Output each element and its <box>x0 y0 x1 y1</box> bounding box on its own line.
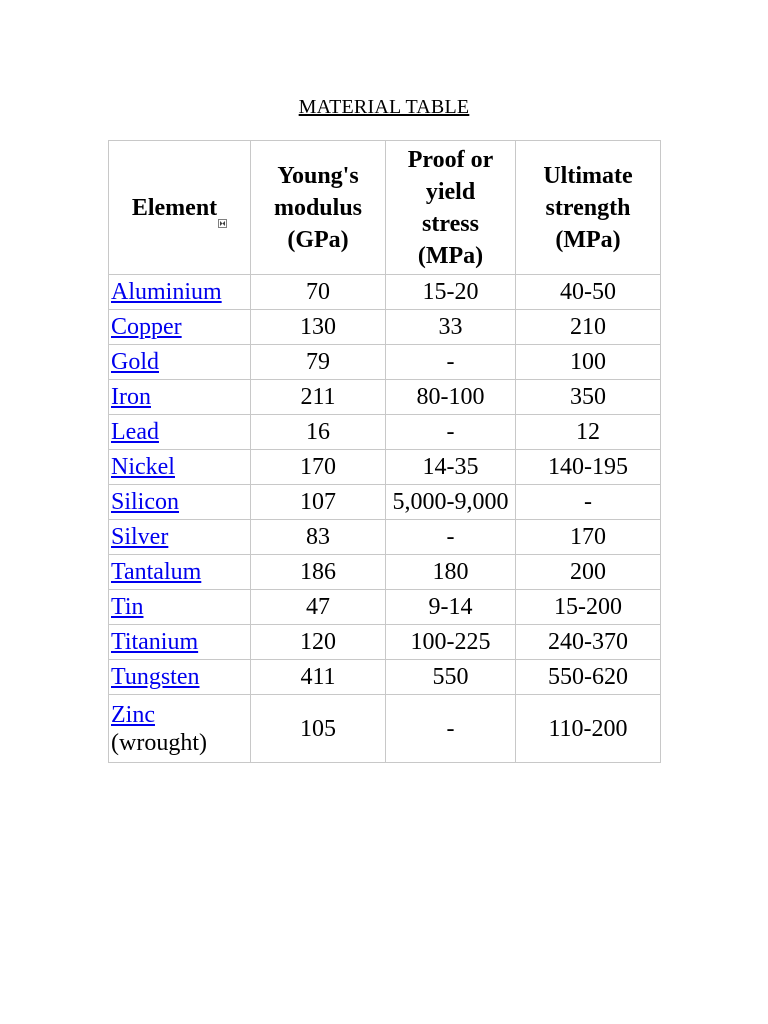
table-row <box>109 660 661 695</box>
youngs-modulus-cell: 120 <box>251 625 386 660</box>
proof-stress-cell: 550 <box>386 660 516 695</box>
element-cell <box>109 520 251 555</box>
youngs-modulus-cell: 107 <box>251 485 386 520</box>
header-proof-line: (MPa) <box>417 242 484 269</box>
header-proof-line: yield <box>425 178 476 205</box>
proof-stress-cell: - <box>386 415 516 450</box>
page-title: MATERIAL TABLE <box>298 96 470 118</box>
element-link-lead[interactable]: Lead <box>111 419 159 445</box>
table-row <box>109 275 661 310</box>
header-proof-line: stress <box>422 210 479 237</box>
ultimate-strength-cell: 550-620 <box>516 660 661 695</box>
element-link-copper[interactable]: Copper <box>111 314 182 340</box>
element-cell <box>109 380 251 415</box>
header-ultimate-line: strength <box>545 194 631 221</box>
ultimate-strength-cell: 40-50 <box>516 275 661 310</box>
proof-stress-cell: - <box>386 695 516 763</box>
element-cell <box>109 310 251 345</box>
ultimate-strength-cell: 350 <box>516 380 661 415</box>
element-link-zinc[interactable]: Zinc <box>111 701 155 728</box>
sort-icon[interactable] <box>218 205 227 214</box>
table-row <box>109 380 661 415</box>
table-row <box>109 590 661 625</box>
header-youngs-line: (GPa) <box>287 226 349 253</box>
proof-stress-cell: - <box>386 345 516 380</box>
ultimate-strength-cell: 170 <box>516 520 661 555</box>
table-row <box>109 625 661 660</box>
proof-stress-cell: 80-100 <box>386 380 516 415</box>
proof-stress-cell: 9-14 <box>386 590 516 625</box>
youngs-modulus-cell: 130 <box>251 310 386 345</box>
header-youngs-modulus <box>251 141 386 275</box>
table-row <box>109 555 661 590</box>
element-cell <box>109 415 251 450</box>
element-cell <box>109 450 251 485</box>
element-cell <box>109 485 251 520</box>
youngs-modulus-cell: 170 <box>251 450 386 485</box>
element-link-silicon[interactable]: Silicon <box>111 489 180 515</box>
proof-stress-cell: 33 <box>386 310 516 345</box>
element-cell <box>109 275 251 310</box>
ultimate-strength-cell: 200 <box>516 555 661 590</box>
youngs-modulus-cell: 411 <box>251 660 386 695</box>
table-row <box>109 520 661 555</box>
table-row <box>109 695 661 763</box>
element-cell <box>109 590 251 625</box>
proof-stress-cell: 5,000-9,000 <box>386 485 516 520</box>
header-element[interactable] <box>109 141 251 275</box>
table-row <box>109 415 661 450</box>
ultimate-strength-cell: - <box>516 485 661 520</box>
header-ultimate-line: Ultimate <box>543 162 633 189</box>
element-cell <box>109 625 251 660</box>
youngs-modulus-cell: 16 <box>251 415 386 450</box>
header-proof-line: Proof or <box>407 146 494 173</box>
table-row <box>109 485 661 520</box>
element-link-tin[interactable]: Tin <box>111 594 144 620</box>
youngs-modulus-cell: 211 <box>251 380 386 415</box>
element-link-silver[interactable]: Silver <box>111 524 169 550</box>
material-table <box>108 140 661 763</box>
element-link-gold[interactable]: Gold <box>111 349 159 375</box>
table-row <box>109 310 661 345</box>
ultimate-strength-cell: 140-195 <box>516 450 661 485</box>
ultimate-strength-cell: 100 <box>516 345 661 380</box>
element-cell <box>109 695 251 763</box>
youngs-modulus-cell: 105 <box>251 695 386 763</box>
element-link-aluminium[interactable]: Aluminium <box>111 279 222 305</box>
youngs-modulus-cell: 47 <box>251 590 386 625</box>
header-row <box>109 141 661 275</box>
header-youngs-line: Young's <box>277 162 359 189</box>
header-ultimate-line: (MPa) <box>555 226 621 253</box>
header-element-label: Element <box>131 194 218 221</box>
proof-stress-cell: - <box>386 520 516 555</box>
element-cell <box>109 660 251 695</box>
proof-stress-cell: 15-20 <box>386 275 516 310</box>
youngs-modulus-cell: 70 <box>251 275 386 310</box>
element-link-nickel[interactable]: Nickel <box>111 454 175 480</box>
element-link-titanium[interactable]: Titanium <box>111 629 199 655</box>
element-link-tantalum[interactable]: Tantalum <box>111 559 202 585</box>
table-row <box>109 450 661 485</box>
proof-stress-cell: 100-225 <box>386 625 516 660</box>
header-proof-stress <box>386 141 516 275</box>
header-ultimate-strength <box>516 141 661 275</box>
element-link-tungsten[interactable]: Tungsten <box>111 664 200 690</box>
ultimate-strength-cell: 210 <box>516 310 661 345</box>
ultimate-strength-cell: 12 <box>516 415 661 450</box>
element-link-iron[interactable]: Iron <box>111 384 151 410</box>
ultimate-strength-cell: 15-200 <box>516 590 661 625</box>
element-note: (wrought) <box>111 729 207 756</box>
header-youngs-line: modulus <box>273 194 363 221</box>
proof-stress-cell: 14-35 <box>386 450 516 485</box>
proof-stress-cell: 180 <box>386 555 516 590</box>
youngs-modulus-cell: 83 <box>251 520 386 555</box>
youngs-modulus-cell: 186 <box>251 555 386 590</box>
table-row <box>109 345 661 380</box>
element-cell <box>109 555 251 590</box>
element-cell <box>109 345 251 380</box>
ultimate-strength-cell: 110-200 <box>516 695 661 763</box>
ultimate-strength-cell: 240-370 <box>516 625 661 660</box>
youngs-modulus-cell: 79 <box>251 345 386 380</box>
